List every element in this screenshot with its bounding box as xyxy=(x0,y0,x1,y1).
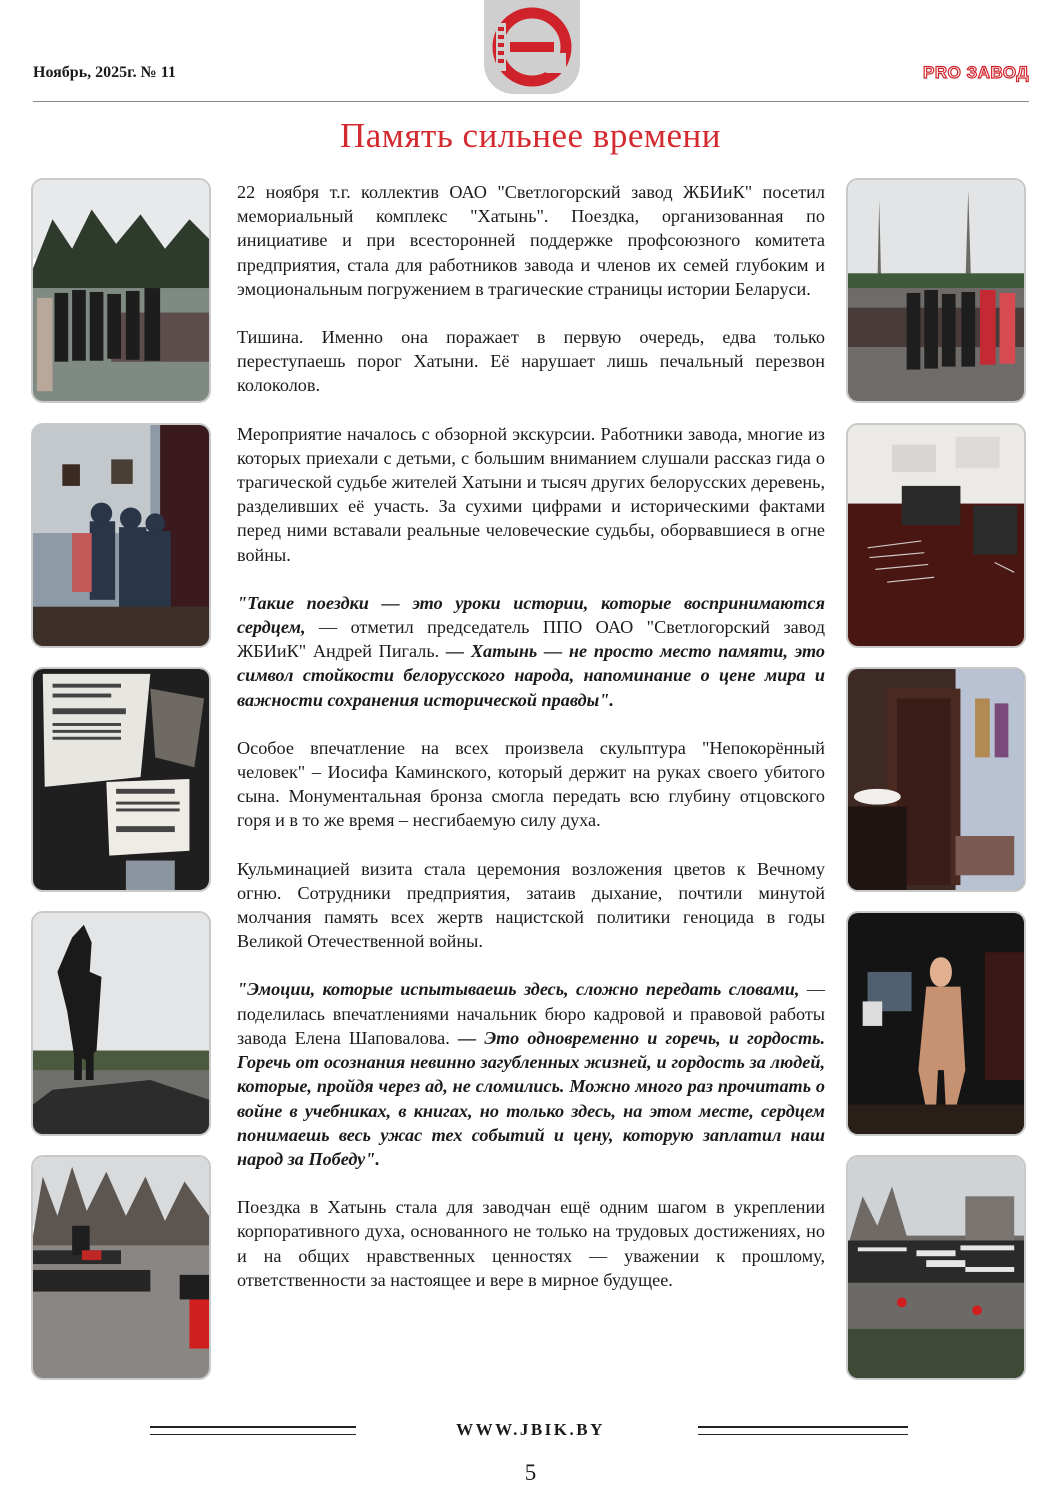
paragraph-conclusion: Поездка в Хатынь стала для заводчан ещё одним шагом в укреплении корпоративного духа, основанного не только на трудовых достижениях, но и на общих нравственных ценностях — уважении к прошлому, ответственности за настоящее и вере в мирное будущее. xyxy=(237,1197,825,1290)
paragraph-quote-hr xyxy=(237,977,825,1171)
photo-illuminated-figure xyxy=(846,911,1026,1136)
paragraph-sculpture: Особое впечатление на всех произвела скульптура "Непокорённый человек" – Иосифа Каминского, который держит на руках своего убитого сына. Монументальная бронза смогла передать всю глубину отцовского горя и в то же время – несгибаемую силу духа. xyxy=(237,737,825,831)
quote-hr-part2: — Это одновременно и горечь, и гордость. Горечь от осознания невинно загубленных жизней, и гордость за людей, которые, пройдя через ад, не сломились. Можно много раз прочитать о войне в учебниках, в книгах, но только здесь, на этом месте, сердцем понимаешь весь ужас тех событий и цену, которую заплатил наш народ за Победу". xyxy=(237,1027,826,1169)
photo-group-at-memorial-right xyxy=(846,178,1026,403)
photo-unbowed-man-statue xyxy=(31,911,211,1136)
paragraph-ceremony: Кульминацией визита стала церемония возложения цветов к Вечному огню. Сотрудники предприятия, затаив дыхание, почтили минутой молчания память всех жертв нацистской политики геноцида в годы Великой Отечественной войны. xyxy=(237,858,825,952)
photo-memorial-wall-figures xyxy=(846,1155,1026,1380)
article-title: Память сильнее времени xyxy=(339,116,721,155)
paragraph-excursion: Мероприятие началось с обзорной экскурсии. Работники завода, многие из которых приехали с детьми, с большим вниманием слушали рассказ гида о трагической судьбе жителей Хатыни и тысяч других белорусских деревень, разделивших её участь. За сухими цифрами и историческими фактами перед ними вставали реальные человеческие судьбы, оборвавшиеся в огне войны. xyxy=(237,423,825,565)
photo-group-at-memorial-left xyxy=(31,178,211,403)
photo-wall-inscriptions xyxy=(846,423,1026,648)
paragraph-quote-chairman xyxy=(237,591,825,712)
company-logo xyxy=(484,0,580,94)
issue-date: Ноябрь, 2025г. № 11 xyxy=(33,64,176,81)
article-body xyxy=(237,180,825,1316)
header-divider xyxy=(33,101,1029,102)
quote-hr-part1: "Эмоции, которые испытываешь здесь, сложно передать словами, xyxy=(237,979,800,1000)
paragraph-silence: Тишина. Именно она поражает в первую очередь, едва только переступаешь порог Хатыни. Её нарушает лишь печальный перезвон колоколов. xyxy=(237,327,825,396)
website-link[interactable]: WWW.JBIK.BY xyxy=(456,1420,605,1439)
quote-chairman-part2: — Хатынь — не просто место памяти, это символ стойкости белорусского народа, напоминание о цене мира и важности сохранения исторической правды". xyxy=(237,641,825,710)
quote-chairman-attribution: — отметил председатель ППО ОАО "Светлогорский завод ЖБИиК" Андрей Пигаль. xyxy=(237,617,825,662)
quote-hr-attribution: — поделилась впечатлениями начальник бюро кадровой и правовой работы завода Елена Шаповалова. xyxy=(237,979,825,1048)
photo-excursion-interior xyxy=(31,423,211,648)
quote-chairman-part1: "Такие поездки — это уроки истории, которые воспринимаются сердцем, xyxy=(237,592,825,638)
paragraph-intro: 22 ноября т.г. коллектив ОАО "Светлогорский завод ЖБИиК" посетил мемориальный комплекс "Хатынь". Поездка, организованная по инициативе и при всесторонней поддержке профсоюзного комитета предприятия, стала для работников завода и членов их семей глубоким и эмоциональным погружением в трагические страницы истории Беларуси. xyxy=(237,182,825,299)
page-number: 5 xyxy=(524,1460,537,1485)
photo-village-memorial-left xyxy=(31,1155,211,1380)
brand-wordmark: PRO ЗАВОД xyxy=(923,63,1029,82)
photo-wartime-leaflets xyxy=(31,667,211,892)
photo-peasant-house-interior xyxy=(846,667,1026,892)
